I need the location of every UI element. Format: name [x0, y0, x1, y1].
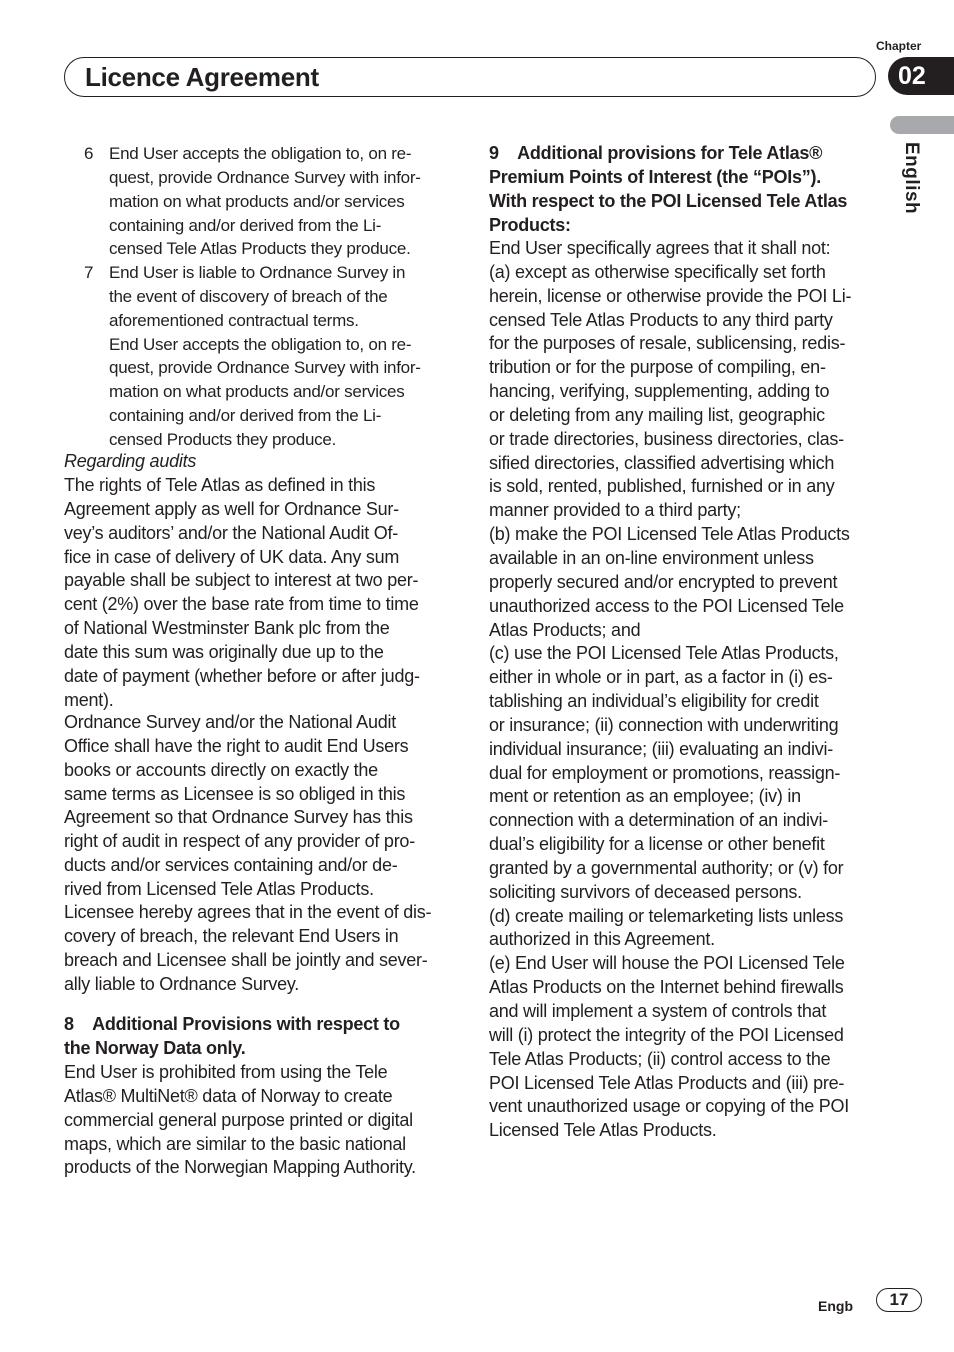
subheading-audits: Regarding audits: [64, 451, 197, 471]
paragraph: Licensee hereby agrees that in the event of dis- covery of breach, the relevant End Users in breach and Licensee shall be jointly and sever- ally liable to Ordnance Survey.: [64, 902, 432, 994]
header-title-box: [64, 57, 876, 97]
footer-language-code: Engb: [818, 1298, 853, 1314]
paragraph: End User specifically agrees that it shall not: (a) except as otherwise specifically set forth herein, license or otherwise provide the POI Li- censed Tele Atlas Products to any third party for the purposes of resale, sublicensing, redis- tribution or for the purpose of compiling, en- hancing, verifying, supplementing, adding to or deleting from any mailing list, geographic or trade directories, business directories, clas- sified directories, classified advertising which is sold, rented, published, furnished or in any manner provided to a third party; (b) make the POI Licensed Tele Atlas Products available in an on-line environment unless properly secured and/or encrypted to prevent unauthorized access to the POI Licensed Tele Atlas Products; and (c) use the POI Licensed Tele Atlas Products, either in whole or in part, as a factor in (i) es- tablishing an individual’s eligibility for credit or insurance; (ii) connection with underwriting individual insurance; (iii) evaluating an indivi- dual for employment or promotions, reassign- ment or retention as an employee; (iv) in connection with a determination of an indivi- dual’s eligibility for a license or other benefit granted by a governmental authority; or (v) for soliciting survivors of deceased persons. (d) create mailing or telemarketing lists unless authorized in this Agreement. (e) End User will house the POI Licensed Tele Atlas Products on the Internet behind firewalls and will implement a system of controls that will (i) protect the integrity of the POI Licensed Tele Atlas Products; (ii) control access to the POI Licensed Tele Atlas Products and (iii) pre- vent unauthorized usage or copying of the POI Licensed Tele Atlas Products.: [489, 238, 852, 1141]
section-heading-8: 8 Additional Provisions with respect to the Norway Data only.: [64, 1014, 400, 1058]
item-number: 6: [84, 144, 94, 163]
page-title: Licence Agreement: [85, 62, 319, 92]
list-item-text: End User accepts the obligation to, on re- quest, provide Ordnance Survey with infor- mation on what products and/or services containing and/or derived from the Li- censed Tele Atlas Products they produce.: [109, 144, 421, 259]
item-number: 7: [84, 263, 94, 282]
language-tab-marker: [890, 116, 954, 134]
paragraph: End User is prohibited from using the Tele Atlas® MultiNet® data of Norway to create commercial general purpose printed or digital maps, which are similar to the basic national products of the Norwegian Mapping Authority.: [64, 1062, 416, 1178]
chapter-number: 02: [888, 57, 954, 95]
list-item-text: End User is liable to Ordnance Survey in the event of discovery of breach of the aforementioned contractual terms. End User accepts the obligation to, on re- quest, provide Ordnance Survey with infor- mation on what products and/or services containing and/or derived from the Li- censed Products they produce.: [109, 263, 421, 449]
language-tab: English: [901, 142, 922, 215]
chapter-label: Chapter: [876, 39, 922, 53]
page-number: 17: [876, 1288, 922, 1312]
paragraph: The rights of Tele Atlas as defined in this Agreement apply as well for Ordnance Sur- vey’s auditors’ and/or the National Audit Of- fice in case of delivery of UK data. Any sum payable shall be subject to interest at two per- cent (2%) over the base rate from time to time of National Westminster Bank plc from the date this sum was originally due up to the date of payment (whether before or after judg- ment).: [64, 475, 420, 710]
paragraph: Ordnance Survey and/or the National Audit Office shall have the right to audit End Users books or accounts directly on exactly the same terms as Licensee is so obliged in this Agreement so that Ordnance Survey has this right of audit in respect of any provider of pro- ducts and/or services containing and/or de- rived from Licensed Tele Atlas Products.: [64, 712, 415, 899]
section-heading-9: 9 Additional provisions for Tele Atlas® Premium Points of Interest (the “POIs”). With respect to the POI Licensed Tele Atlas Products:: [489, 143, 848, 235]
